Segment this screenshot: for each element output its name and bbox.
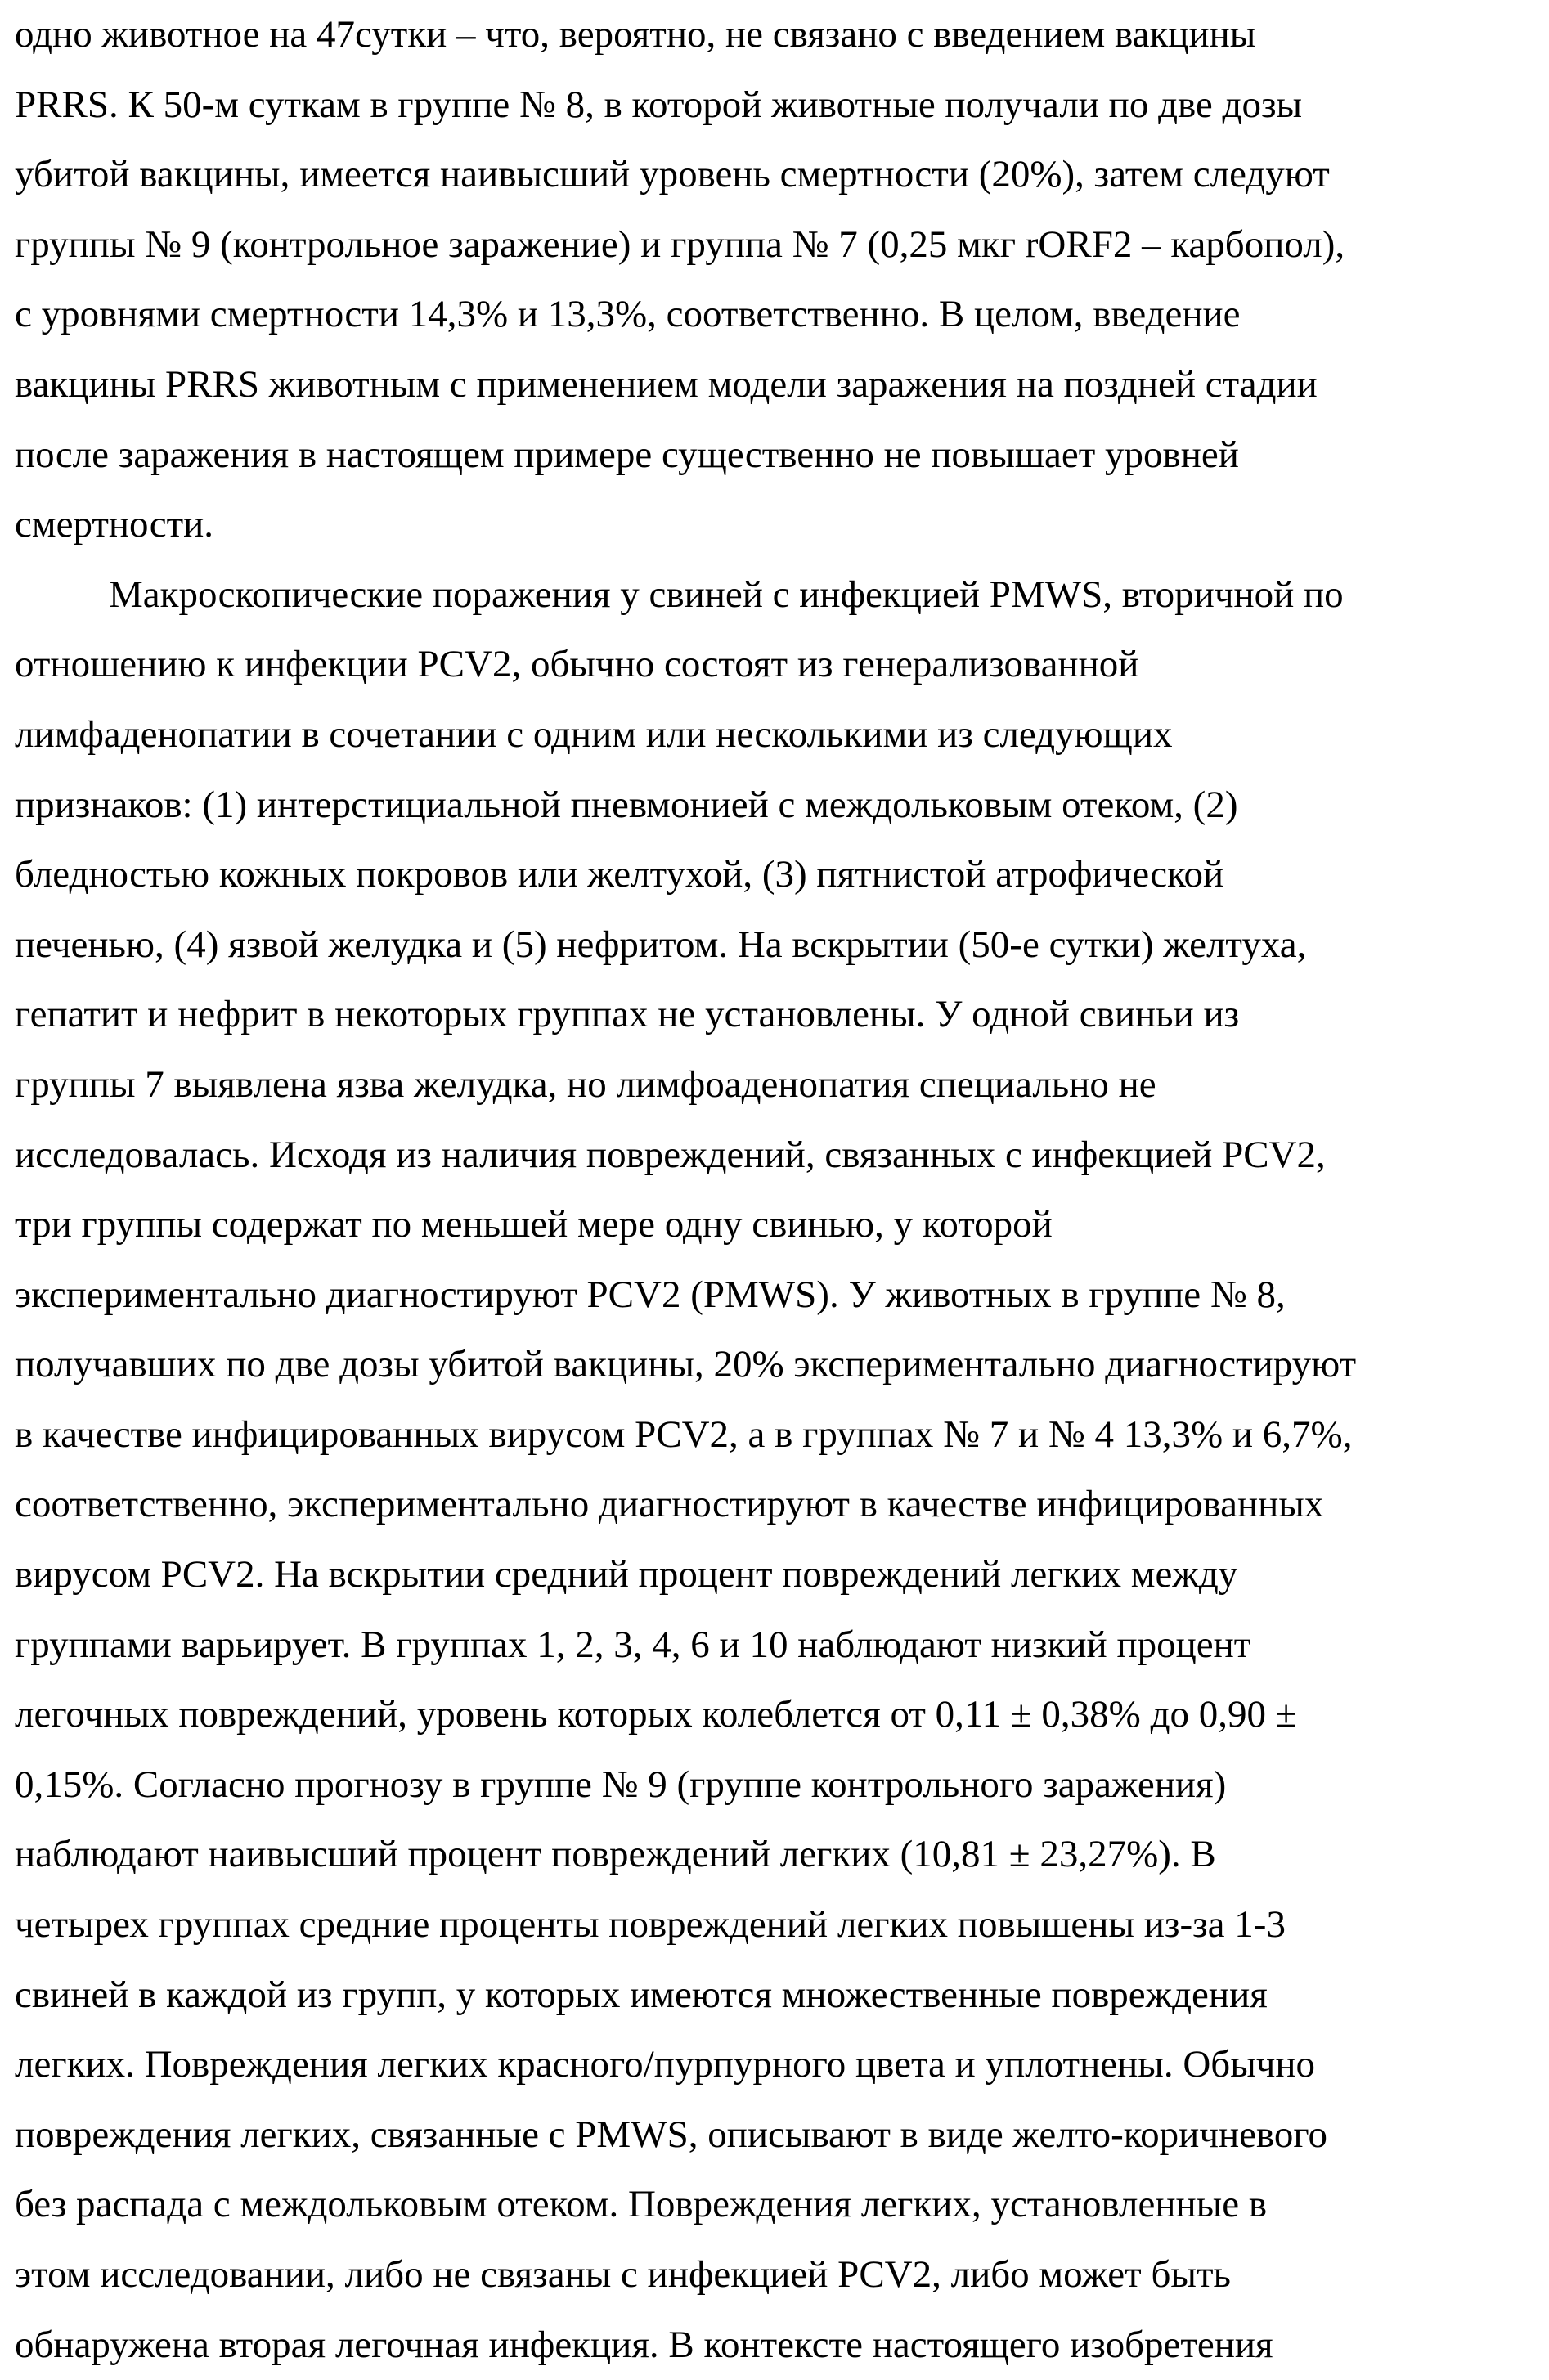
text-line: бледностью кожных покровов или желтухой, (3) пятнистой атрофической [15, 840, 1536, 910]
text-line: Макроскопические поражения у свиней с инфекцией PMWS, вторичной по [15, 560, 1536, 631]
text-line: группы 7 выявлена язва желудка, но лимфоаденопатия специально не [15, 1050, 1536, 1120]
text-line: без распада с междольковым отеком. Повреждения легких, установленные в [15, 2170, 1536, 2240]
text-line: соответственно, экспериментально диагностируют в качестве инфицированных [15, 1470, 1536, 1540]
text-line: одно животное на 47сутки – что, вероятно, не связано с введением вакцины [15, 0, 1536, 70]
text-line: гепатит и нефрит в некоторых группах не установлены. У одной свиньи из [15, 980, 1536, 1050]
text-line: смертности. [15, 490, 1536, 560]
text-line: PRRS. К 50-м суткам в группе № 8, в которой животные получали по две дозы [15, 70, 1536, 141]
text-line: с уровнями смертности 14,3% и 13,3%, соответственно. В целом, введение [15, 280, 1536, 350]
text-line: отношению к инфекции PCV2, обычно состоят из генерализованной [15, 630, 1536, 700]
text-line: повреждения легких, связанные с PMWS, описывают в виде желто-коричневого [15, 2100, 1536, 2171]
text-line: признаков: (1) интерстициальной пневмонией с междольковым отеком, (2) [15, 770, 1536, 841]
text-line: лимфаденопатии в сочетании с одним или несколькими из следующих [15, 700, 1536, 770]
text-line: убитой вакцины, имеется наивысший уровень смертности (20%), затем следуют [15, 140, 1536, 210]
text-line: получавших по две дозы убитой вакцины, 20% экспериментально диагностируют [15, 1330, 1536, 1400]
text-line: 0,15%. Согласно прогнозу в группе № 9 (группе контрольного заражения) [15, 1750, 1536, 1821]
paragraph [15, 0, 1536, 560]
text-line: экспериментально диагностируют PCV2 (PMWS). У животных в группе № 8, [15, 1260, 1536, 1331]
text-line: четырех группах средние проценты повреждений легких повышены из-за 1-3 [15, 1890, 1536, 1960]
text-line: после заражения в настоящем примере существенно не повышает уровней [15, 420, 1536, 491]
text-line: наблюдают наивысший процент повреждений легких (10,81 ± 23,27%). В [15, 1820, 1536, 1890]
text-line: легких. Повреждения легких красного/пурпурного цвета и уплотнены. Обычно [15, 2030, 1536, 2100]
text-line: этом исследовании, либо не связаны с инфекцией PCV2, либо может быть [15, 2240, 1536, 2310]
text-line: печенью, (4) язвой желудка и (5) нефритом. На вскрытии (50-е сутки) желтуха, [15, 910, 1536, 981]
text-line: вакцины PRRS животным с применением модели заражения на поздней стадии [15, 350, 1536, 420]
text-line: три группы содержат по меньшей мере одну свинью, у которой [15, 1190, 1536, 1260]
text-line: свиней в каждой из групп, у которых имеются множественные повреждения [15, 1960, 1536, 2031]
text-line: обнаружена вторая легочная инфекция. В контексте настоящего изобретения [15, 2310, 1536, 2380]
text-line: исследовалась. Исходя из наличия повреждений, связанных с инфекцией PCV2, [15, 1120, 1536, 1191]
text-line: легочных повреждений, уровень которых колеблется от 0,11 ± 0,38% до 0,90 ± [15, 1680, 1536, 1750]
text-line: группы № 9 (контрольное заражение) и группа № 7 (0,25 мкг rORF2 – карбопол), [15, 210, 1536, 281]
text-line: группами варьирует. В группах 1, 2, 3, 4, 6 и 10 наблюдают низкий процент [15, 1610, 1536, 1681]
text-line: вирусом PCV2. На вскрытии средний процент повреждений легких между [15, 1540, 1536, 1610]
text-line: в качестве инфицированных вирусом PCV2, а в группах № 7 и № 4 13,3% и 6,7%, [15, 1400, 1536, 1471]
document-page [15, 0, 1536, 2380]
paragraph [15, 560, 1536, 2380]
